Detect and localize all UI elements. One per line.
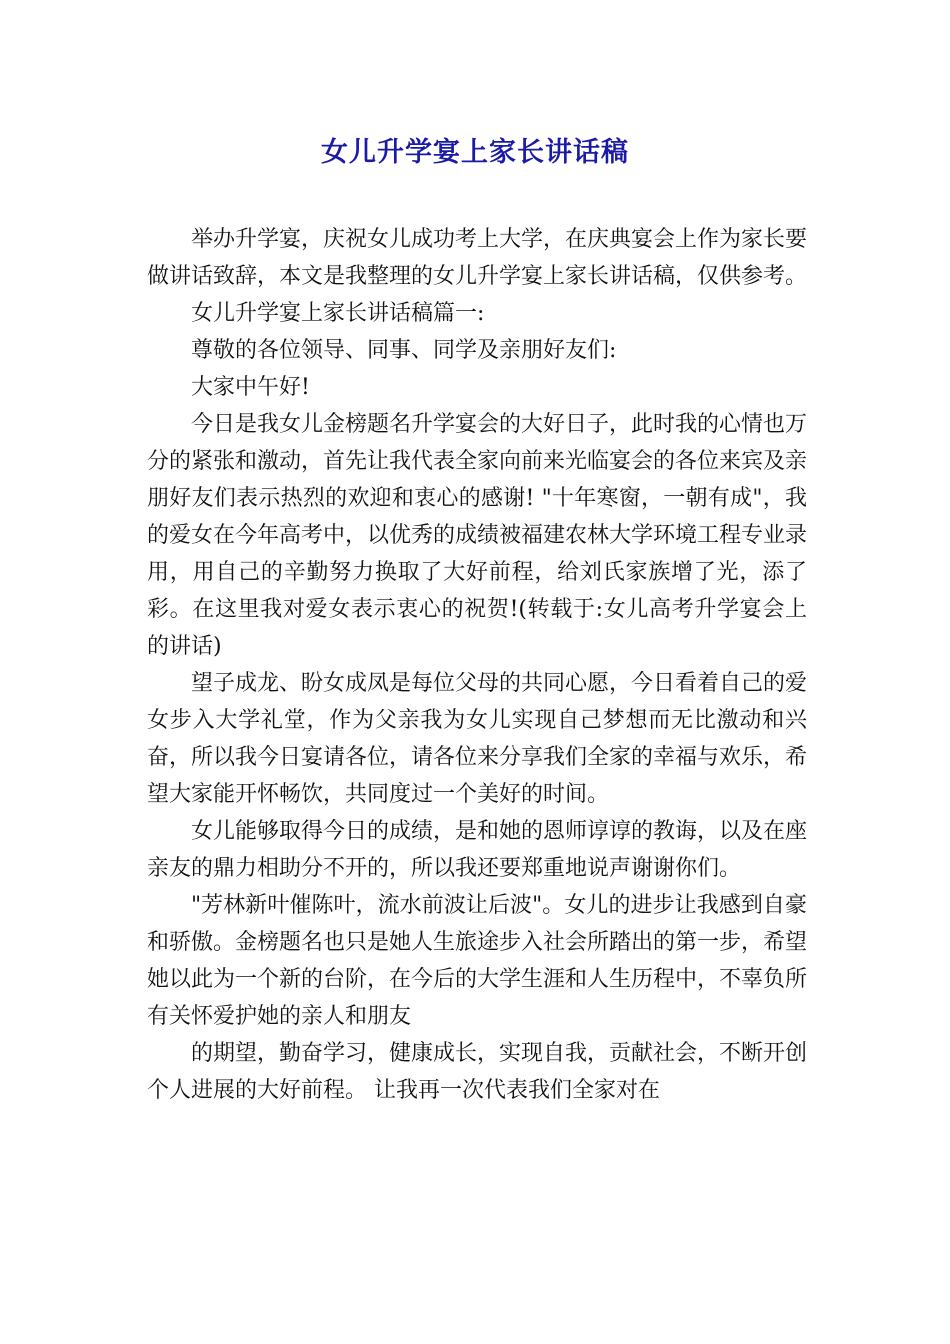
paragraph-body: 的期望，勤奋学习，健康成长，实现自我，贡献社会，不断开创个人进展的大好前程。 让我再一次代表我们全家对在 (147, 1041, 808, 1103)
paragraph-body: 望子成龙、盼女成凤是每位父母的共同心愿，今日看着自己的爱女步入大学礼堂，作为父亲我为女儿实现自己梦想而无比激动和兴奋，所以我今日宴请各位，请各位来分享我们全家的幸福与欢乐，希望大家能开怀畅饮，共同度过一个美好的时间。 (147, 671, 808, 807)
paragraph-greeting: 大家中午好! (191, 375, 310, 400)
paragraph-body: 今日是我女儿金榜题名升学宴会的大好日子，此时我的心情也万分的紧张和激动，首先让我代表全家向前来光临宴会的各位来宾及亲朋好友们表示热烈的欢迎和衷心的感谢! "十年寒窗，一朝有成"，我的爱女在今年高考中，以优秀的成绩被福建农林大学环境工程专业录用，用自己的辛勤努力换取了大好前程，给刘氏家族增了光，添了彩。在这里我对爱女表示衷心的祝贺!(转载于:女儿高考升学宴会上的讲话) (147, 412, 808, 659)
paragraph-salutation: 尊敬的各位领导、同事、同学及亲朋好友们: (191, 338, 617, 363)
paragraph-intro: 举办升学宴，庆祝女儿成功考上大学，在庆典宴会上作为家长要做讲话致辞，本文是我整理的女儿升学宴上家长讲话稿，仅供参考。 (147, 227, 808, 289)
paragraph-body: "芳林新叶催陈叶，流水前波让后波"。女儿的进步让我感到自豪和骄傲。金榜题名也只是她人生旅途步入社会所踏出的第一步，希望她以此为一个新的台阶，在今后的大学生涯和人生历程中，不辜负所有关怀爱护她的亲人和朋友 (147, 893, 808, 1029)
document-body (147, 221, 807, 1109)
document-title: 女儿升学宴上家长讲话稿 (321, 137, 629, 168)
paragraph-section-heading: 女儿升学宴上家长讲话稿篇一: (191, 301, 485, 326)
paragraph-body: 女儿能够取得今日的成绩，是和她的恩师谆谆的教诲，以及在座亲友的鼎力相助分不开的，所以我还要郑重地说声谢谢你们。 (147, 819, 808, 881)
